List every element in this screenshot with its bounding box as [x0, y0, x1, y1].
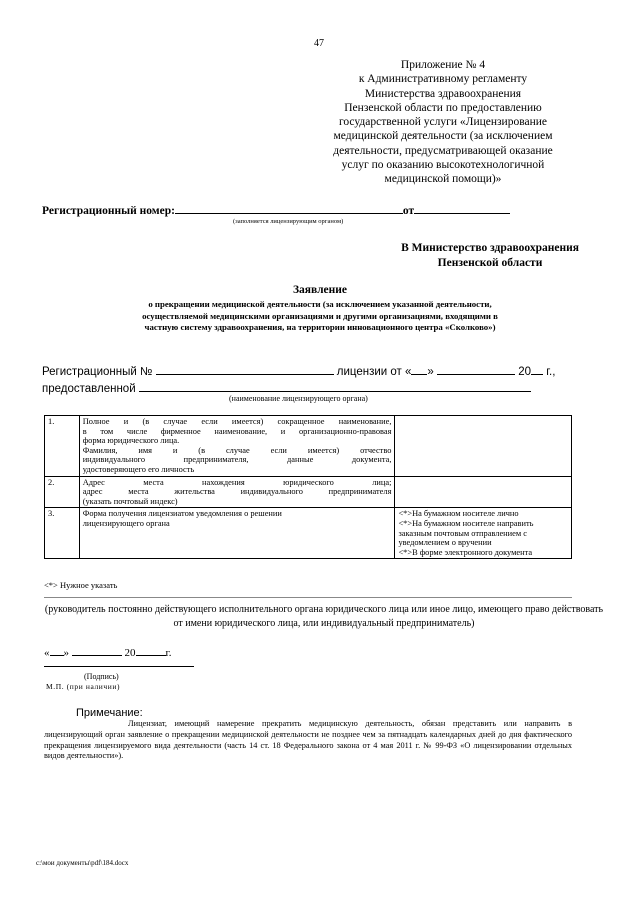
note-body: Лицензиат, имеющий намерение прекратить медицинскую деятельность, обязан представить или направить в лицензирующий орган заявление о прекращении медицинской деятельности не позднее чем за пятнадцать календарных дней до дня фактического прекращения лицензируемого вида деятельности (часть 14 ст. 18 Федерального закона от 4 мая 2011 г. № 99-ФЗ «О лицензировании отдельных видов деятельности»). [44, 719, 572, 761]
appendix-line: деятельности, предусматривающей оказание [333, 144, 553, 157]
desc-line: лицензирующего органа [82, 518, 170, 528]
option-electronic[interactable]: <*>В форме электронного документа [398, 547, 533, 557]
desc-line: удостоверяющего его личность [82, 464, 195, 474]
desc-line: Форма получения лицензиатом уведомления о решении [82, 509, 282, 519]
table-row [45, 416, 572, 477]
row-answer-field[interactable] [395, 416, 572, 477]
subtitle-line: осуществляемой медицинскими организациями и другими организациями, входящими в [142, 310, 498, 321]
subtitle-line: о прекращении медицинской деятельности (за исключением указанной деятельности, [148, 299, 492, 309]
date-open-quote: « [44, 647, 50, 659]
license-year-prefix: 20 [518, 366, 531, 378]
appendix-line: услуг по оказанию высокотехнологичной [341, 159, 545, 172]
license-line [42, 363, 555, 397]
appendix-header [300, 58, 586, 187]
option-paper-by-mail-cont: уведомлением о вручении [398, 538, 492, 548]
desc-line: Адрес места нахождения юридического лица; [82, 477, 392, 487]
appendix-line: медицинской помощи)» [384, 173, 502, 186]
row-number: 3. [45, 508, 80, 559]
page-number: 47 [314, 38, 324, 49]
license-number-field[interactable] [156, 363, 334, 375]
row-number: 2. [45, 476, 80, 508]
desc-line: Фамилия, имя и (в случае если имеется) отчество [82, 445, 392, 455]
registration-label: Регистрационный номер: [42, 205, 175, 217]
desc-line: в том числе фирменное наименование, и организационно-правовая [82, 426, 392, 436]
desc-line: (указать почтовый индекс) [82, 496, 178, 506]
appendix-line: государственной услуги «Лицензирование [338, 116, 548, 129]
document-subtitle [70, 299, 570, 334]
license-year-field[interactable] [531, 363, 543, 375]
license-granted-label: предоставленной [42, 383, 136, 395]
license-day-field[interactable] [411, 363, 427, 375]
license-quote-close: » [427, 366, 434, 378]
recipient-line-1: В Министерство здравоохранения [401, 242, 579, 254]
appendix-line: Министерства здравоохранения [364, 87, 522, 100]
registration-note: (заполняется лицензирующим органом) [233, 218, 344, 225]
delivery-options [395, 508, 572, 559]
row-answer-field[interactable] [395, 476, 572, 508]
recipient-line-2: Пензенской области [437, 256, 543, 269]
row-description [79, 416, 395, 477]
appendix-line: к Административному регламенту [358, 73, 528, 86]
file-path: c:\мои документы\pdf\184.docx [36, 859, 129, 867]
table-row [45, 508, 572, 559]
license-year-suffix: г., [546, 366, 556, 378]
date-year-field[interactable] [136, 645, 166, 656]
note-title: Примечание: [76, 707, 143, 719]
subtitle-line: частную систему здравоохранения, на территории инновационного центра «Сколково») [144, 322, 496, 333]
registration-from-label: от [402, 205, 415, 217]
registration-date-field[interactable] [414, 203, 510, 214]
document-title: Заявление [292, 284, 347, 296]
option-paper-by-mail[interactable]: <*>На бумажном носителе направить [398, 518, 534, 528]
application-table [44, 415, 572, 559]
date-day-field[interactable] [50, 645, 64, 656]
head-caption: (руководитель постоянно действующего исполнительного органа юридического лица или иное лицо, имеющего право действовать от имени юридического лица, или индивидуальный предприниматель) [44, 604, 604, 629]
desc-line: форма юридического лица. [82, 436, 180, 446]
stamp-note: М.П. (при наличии) [46, 682, 121, 691]
license-month-field[interactable] [437, 363, 515, 375]
appendix-line: Пензенской области по предоставлению [344, 101, 542, 114]
licensing-authority-field[interactable] [139, 380, 531, 392]
table-row [45, 476, 572, 508]
row-description [79, 508, 395, 559]
desc-line: Полное и (в случае если имеется) сокращенное наименование, [82, 417, 392, 426]
recipient-block [380, 241, 600, 270]
appendix-line: медицинской деятельности (за исключением [333, 130, 553, 143]
registration-number-line [42, 203, 510, 217]
date-year-suffix: г. [165, 647, 172, 659]
appendix-line: Приложение № 4 [400, 59, 486, 71]
signature-note: (Подпись) [84, 672, 119, 681]
desc-line: адрес места жительства индивидуального предпринимателя [82, 487, 392, 497]
registration-number-field[interactable] [175, 203, 403, 214]
date-line [44, 645, 172, 659]
row-description [79, 476, 395, 508]
license-reg-label: Регистрационный № [42, 366, 153, 378]
option-paper-by-mail-cont: заказным почтовым отправлением с [398, 528, 527, 538]
option-paper-in-person[interactable]: <*>На бумажном носителе лично [398, 509, 519, 519]
date-year-prefix: 20 [124, 647, 136, 659]
signature-field[interactable] [44, 666, 194, 667]
license-from-label: лицензии от « [336, 366, 412, 378]
licensing-authority-note: (наименование лицензирующего органа) [229, 394, 368, 403]
row-number: 1. [45, 416, 80, 477]
footnote: <*> Нужное указать [44, 580, 118, 590]
head-signature-line[interactable] [44, 597, 572, 598]
date-month-field[interactable] [72, 645, 122, 656]
date-close-quote: » [63, 647, 69, 659]
desc-line: индивидуального предпринимателя, данные документа, [82, 455, 392, 465]
